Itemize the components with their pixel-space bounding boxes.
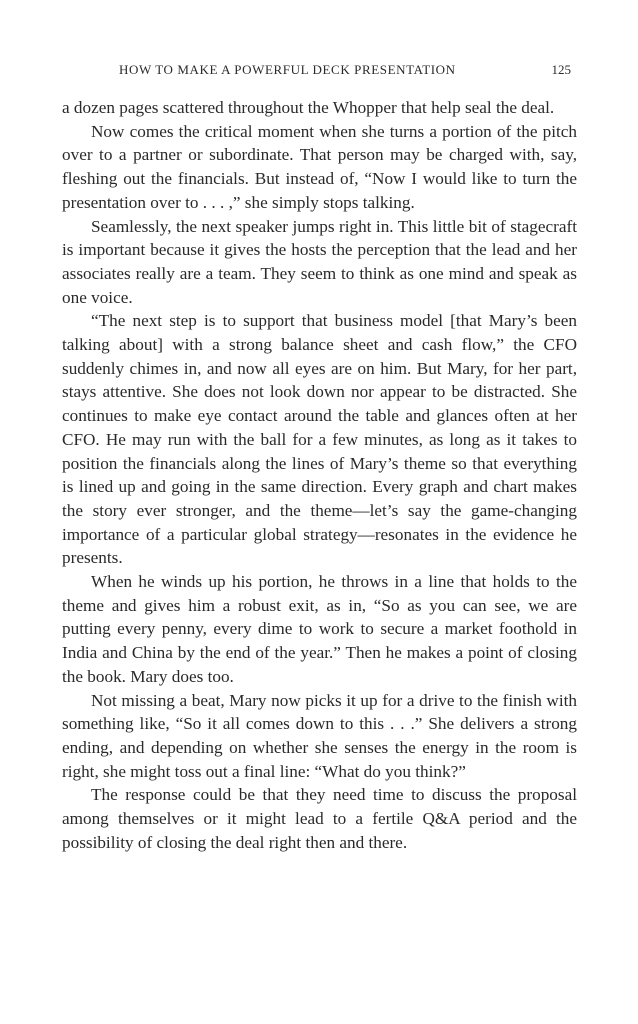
paragraph-continued: a dozen pages scattered throughout the Whopper that help seal the deal. [62, 98, 555, 117]
running-head [62, 62, 577, 82]
paragraph: Not missing a beat, Mary now picks it up for a drive to the finish with something like, “So it all comes down to this . . .” She delivers a strong ending, and depending on whether she senses the energy in the room is right, she might toss out a final line: “What do you think?” [62, 690, 577, 781]
paragraph: Now comes the critical moment when she turns a portion of the pitch over to a partner or subordinate. That person may be charged with, say, fleshing out the financials. But instead of, “Now I would like to turn the presentation over to . . . ,” she simply stops talking. [62, 121, 577, 212]
body-text [62, 96, 577, 855]
page-number: 125 [551, 62, 571, 77]
paragraph: Seamlessly, the next speaker jumps right in. This little bit of stagecraft is important because it gives the hosts the perception that the lead and her associates really are a team. They seem to think as one mind and speak as one voice. [62, 216, 577, 307]
running-title: HOW TO MAKE A POWERFUL DECK PRESENTATION [119, 62, 456, 77]
paragraph: When he winds up his portion, he throws in a line that holds to the theme and gives him a robust exit, as in, “So as you can see, we are putting every penny, every dime to work to secure a market foothold in India and China by the end of the year.” Then he makes a point of closing the book. Mary does too. [62, 572, 577, 686]
paragraph: The response could be that they need time to discuss the proposal among themselves or it might lead to a fertile Q&A period and the possibility of closing the deal right then and there. [62, 785, 577, 852]
paragraph: “The next step is to support that business model [that Mary’s been talking about] with a strong balance sheet and cash flow,” the CFO suddenly chimes in, and now all eyes are on him. But Mary, for her part, stays attentive. She does not look down nor appear to be distracted. She continues to make eye contact around the table and glances often at her CFO. He may run with the ball for a few minutes, as long as it takes to position the financials along the lines of Mary’s theme so that everything is lined up and going in the same direction. Every graph and chart makes the story ever stronger, and the theme—let’s say the game-changing importance of a particular global strategy—resonates in the evidence he presents. [62, 311, 577, 568]
